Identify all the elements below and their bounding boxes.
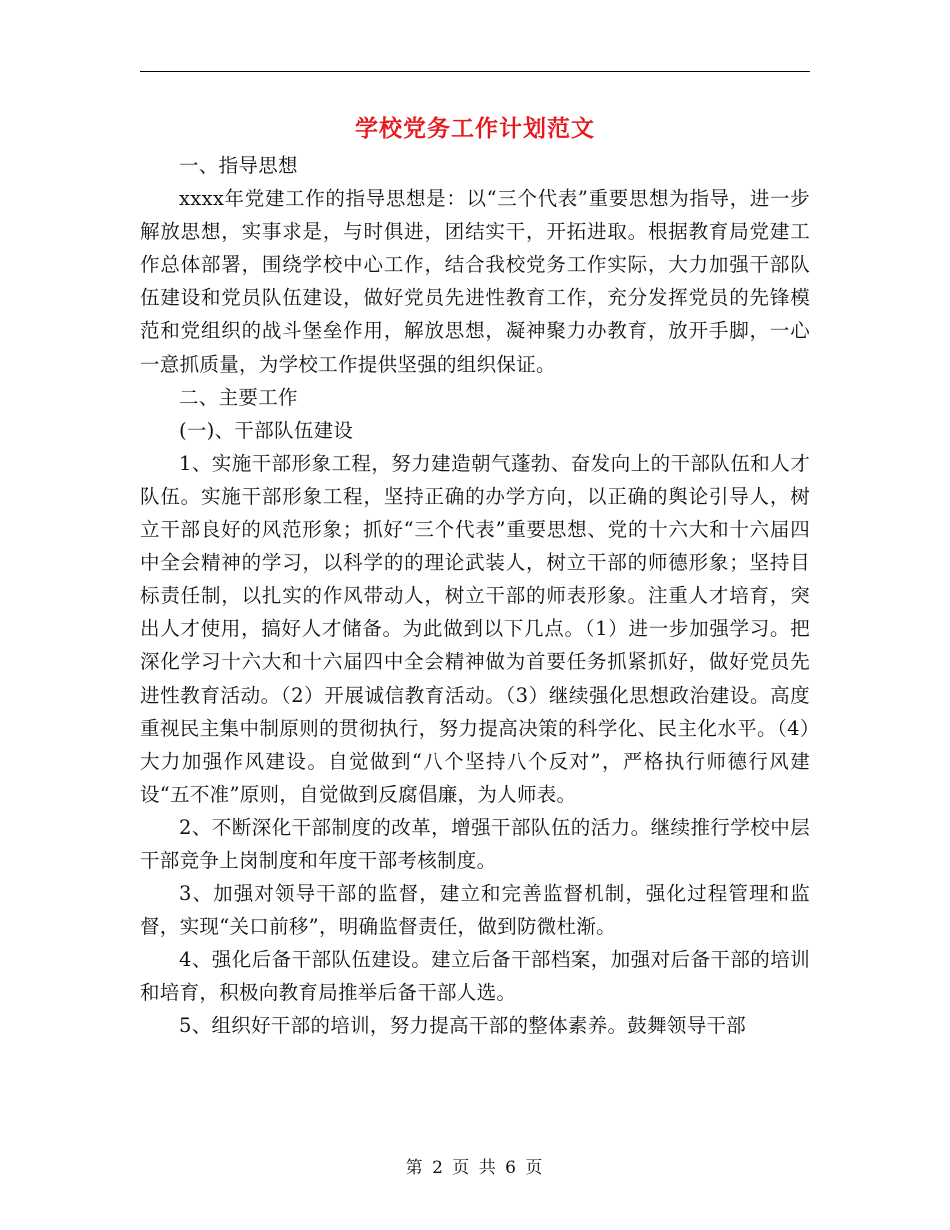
document-body: [140, 149, 810, 1043]
heading-cadre-team: (一)、干部队伍建设: [179, 418, 354, 442]
header-rule: [140, 71, 810, 72]
paragraph-item-1: 1、实施干部形象工程，努力建造朝气蓬勃、奋发向上的干部队伍和人才队伍。实施干部形象工程，坚持正确的办学方向，以正确的舆论引导人，树立干部良好的风范形象；抓好“三个代表”重要思想、党的十六大和十六届四中全会精神的学习，以科学的的理论武装人，树立干部的师德形象；坚持目标责任制，以扎实的作风带动人，树立干部的师表形象。注重人才培育，突出人才使用，搞好人才储备。为此做到以下几点。（1）进一步加强学习。把深化学习十六大和十六届四中全会精神做为首要任务抓紧抓好，做好党员先进性教育活动。（2）开展诚信教育活动。（3）继续强化思想政治建设。高度重视民主集中制原则的贯彻执行，努力提高决策的科学化、民主化水平。（4）大力加强作风建设。自觉做到“八个坚持八个反对”，严格执行师德行风建设“五不准”原则，自觉做到反腐倡廉，为人师表。: [140, 451, 810, 806]
paragraph-item-5: 5、组织好干部的培训，努力提高干部的整体素养。鼓舞领导干部: [179, 1014, 747, 1038]
heading-main-work: 二、主要工作: [179, 385, 298, 409]
heading-guiding-ideology: 一、指导思想: [179, 154, 298, 177]
paragraph-item-3: 3、加强对领导干部的监督，建立和完善监督机制，强化过程管理和监督，实现“关口前移”，明确监督责任，做到防微杜渐。: [140, 882, 810, 939]
paragraph-item-2: 2、不断深化干部制度的改革，增强干部队伍的活力。继续推行学校中层干部竞争上岗制度和年度干部考核制度。: [140, 815, 810, 872]
page-number-footer: 第 2 页 共 6 页: [405, 1158, 545, 1178]
paragraph-guiding-ideology: xxxx年党建工作的指导思想是：以“三个代表”重要思想为指导，进一步解放思想，实事求是，与时俱进，团结实干，开拓进取。根据教育局党建工作总体部署，围绕学校中心工作，结合我校党务工作实际，大力加强干部队伍建设和党员队伍建设，做好党员先进性教育工作，充分发挥党员的先锋模范和党组织的战斗堡垒作用，解放思想，凝神聚力办教育，放开手脚，一心一意抓质量，为学校工作提供坚强的组织保证。: [140, 187, 810, 376]
document-title: 学校党务工作计划范文: [355, 116, 595, 142]
paragraph-item-4: 4、强化后备干部队伍建设。建立后备干部档案，加强对后备干部的培训和培育，积极向教育局推举后备干部人选。: [140, 948, 810, 1005]
